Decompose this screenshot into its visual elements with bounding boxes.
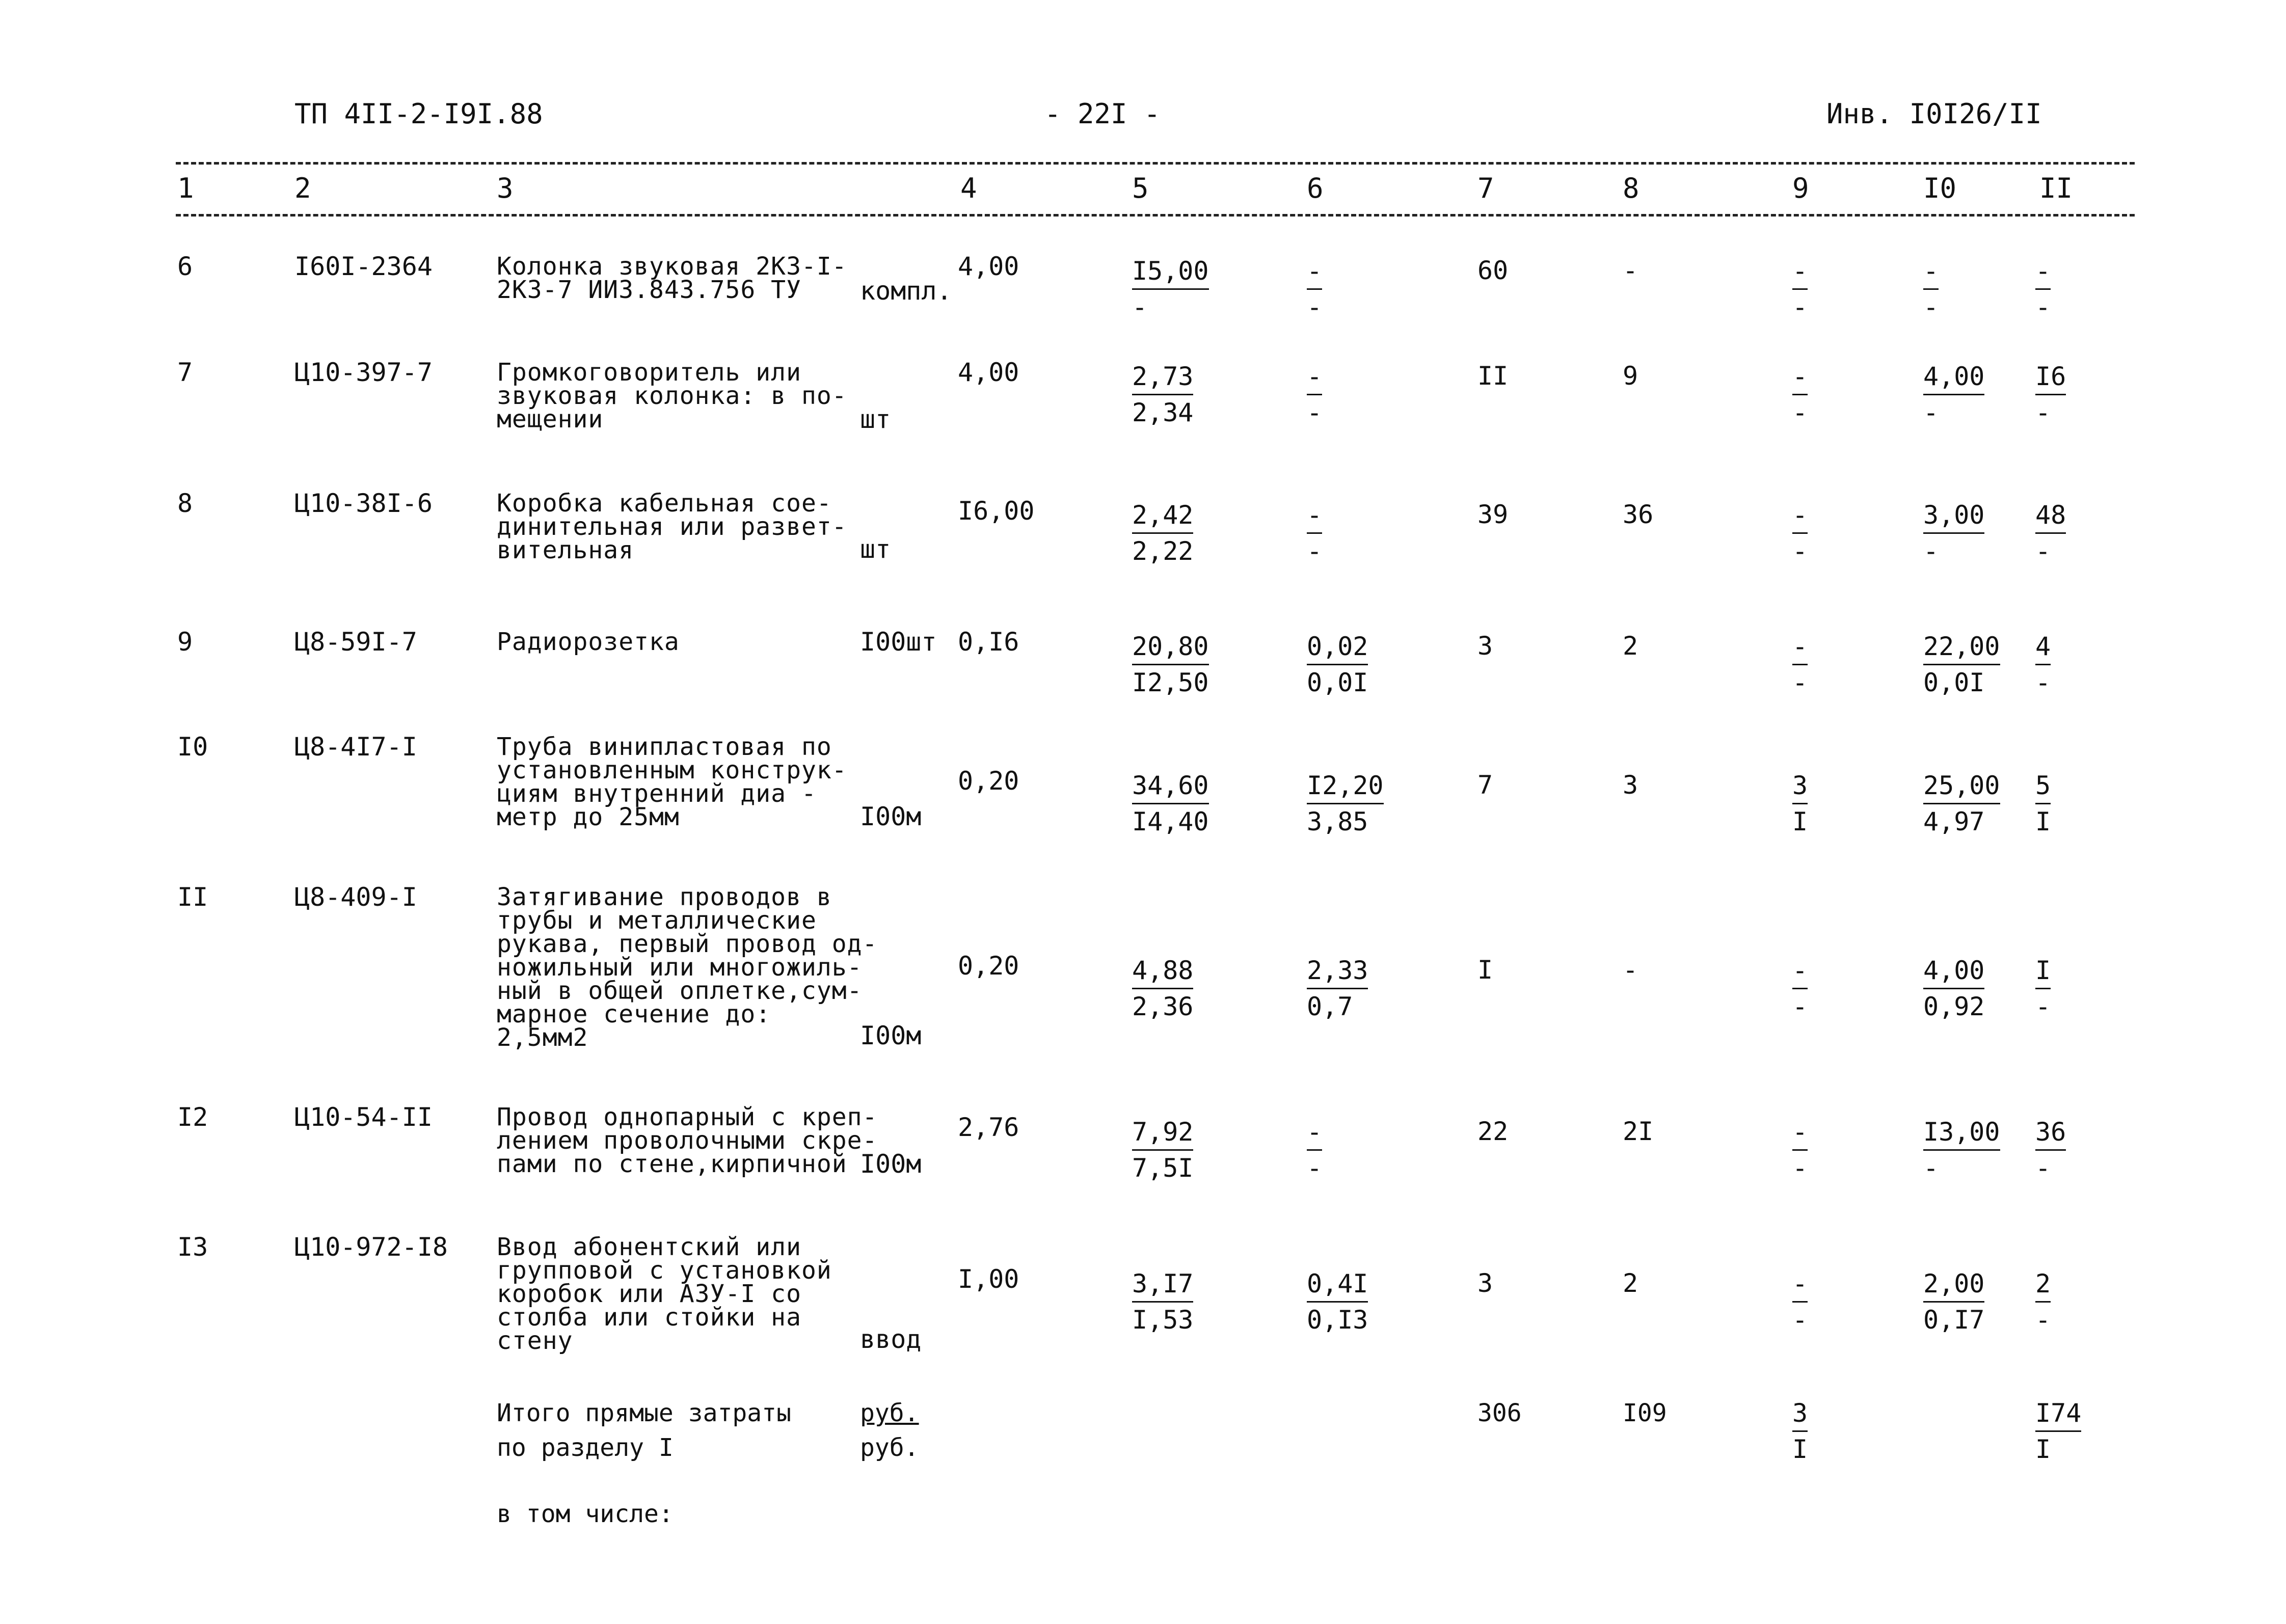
c5-top-value: I5,00	[1132, 254, 1209, 290]
c5-bottom-value: 2,22	[1132, 536, 1194, 566]
col8-value: -	[1623, 256, 1638, 285]
c6-top-value: I2,20	[1307, 768, 1384, 804]
column-header: 8	[1623, 172, 1639, 204]
c5-bottom-value: I2,50	[1132, 668, 1209, 697]
c5-bottom-value: -	[1132, 292, 1148, 322]
c11-top-value: 2	[2035, 1266, 2051, 1303]
c9-bottom-value: -	[1792, 398, 1808, 427]
c11-top-value: I	[2035, 953, 2051, 989]
column-header: 9	[1792, 172, 1809, 204]
work-description: Колонка звуковая 2КЗ-I- 2КЗ-7 ИИЗ.843.756 ТУ	[497, 252, 847, 304]
col7-value: 60	[1477, 256, 1509, 285]
totals-unit-bottom: руб.	[860, 1433, 919, 1462]
c6-bottom-value: -	[1307, 1153, 1323, 1183]
row-number: 7	[177, 358, 193, 387]
col8-value: 9	[1623, 361, 1638, 391]
c11-bottom-value: -	[2035, 292, 2051, 322]
unit-of-measure: шт	[860, 404, 891, 434]
header-rule-bottom	[176, 214, 2135, 216]
value-fraction-c11	[2035, 629, 2051, 700]
c9-top-value: -	[1792, 359, 1808, 395]
quantity: 0,I6	[958, 627, 1019, 657]
totals-col11	[2035, 1396, 2081, 1467]
c5-top-value: 7,92	[1132, 1115, 1193, 1151]
value-fraction-c10	[1923, 629, 2000, 700]
unit-of-measure: I00м	[860, 1021, 922, 1050]
column-header: 2	[294, 172, 311, 204]
value-fraction-c9	[1792, 254, 1808, 324]
quantity: 2,76	[958, 1113, 1019, 1142]
c6-bottom-value: 3,85	[1307, 807, 1368, 836]
work-description: Провод однопарный с креп- лением проволочными скре- пами по стене,кирпичной	[497, 1103, 878, 1178]
c5-bottom-value: 2,34	[1132, 398, 1194, 427]
c5-top-value: 20,80	[1132, 629, 1209, 665]
c6-top-value: 0,4I	[1307, 1266, 1368, 1303]
c10-top-value: 4,00	[1923, 953, 1984, 989]
c11-bottom-value: -	[2035, 668, 2051, 697]
row-number: 9	[177, 627, 193, 657]
c10-top-value: 25,00	[1923, 768, 2000, 804]
c5-top-value: 3,I7	[1132, 1266, 1193, 1303]
c6-bottom-value: 0,I3	[1307, 1305, 1368, 1335]
c9-top-value: -	[1792, 498, 1808, 534]
c9-top-value: -	[1792, 254, 1808, 290]
inventory-number: Инв. I0I26/II	[1826, 98, 2042, 130]
c10-bottom-value: -	[1923, 398, 1939, 427]
value-fraction-c10	[1923, 953, 1984, 1024]
column-header: 6	[1307, 172, 1324, 204]
value-fraction-c9	[1792, 1266, 1808, 1337]
rate-code: I60I-2364	[294, 252, 433, 281]
quantity: 4,00	[958, 252, 1019, 281]
rate-code: Ц8-409-I	[294, 882, 417, 912]
totals-col9-top: 3	[1792, 1396, 1808, 1432]
c10-bottom-value: 0,0I	[1923, 668, 1985, 697]
col7-value: 3	[1477, 631, 1493, 661]
totals-col9	[1792, 1396, 1808, 1467]
c10-top-value: -	[1923, 254, 1939, 290]
unit-of-measure: шт	[860, 534, 891, 564]
quantity: I6,00	[958, 496, 1035, 526]
c9-bottom-value: I	[1792, 807, 1808, 836]
c10-top-value: 4,00	[1923, 359, 1984, 395]
value-fraction-c10	[1923, 254, 1939, 324]
value-fraction-c5	[1132, 953, 1193, 1024]
value-fraction-c6	[1307, 768, 1384, 839]
c5-bottom-value: 7,5I	[1132, 1153, 1194, 1183]
value-fraction-c10	[1923, 768, 2000, 839]
c6-top-value: -	[1307, 254, 1322, 290]
work-description: Коробка кабельная сое- динительная или развет- вительная	[497, 489, 847, 564]
value-fraction-c6	[1307, 1115, 1322, 1185]
totals-col7: 306	[1477, 1399, 1522, 1427]
value-fraction-c9	[1792, 629, 1808, 700]
unit-of-measure: ввод	[860, 1324, 922, 1354]
value-fraction-c10	[1923, 1115, 2000, 1185]
work-description: Радиорозетка	[497, 628, 680, 656]
totals-col11-top: I74	[2035, 1396, 2081, 1432]
c11-top-value: 36	[2035, 1115, 2066, 1151]
c9-bottom-value: -	[1792, 992, 1808, 1021]
quantity: 0,20	[958, 951, 1019, 981]
totals-col11-bottom: I	[2035, 1434, 2051, 1464]
c10-bottom-value: -	[1923, 1153, 1939, 1183]
column-header: II	[2039, 172, 2073, 204]
c6-top-value: -	[1307, 359, 1322, 395]
rate-code: Ц10-38I-6	[294, 489, 433, 518]
c6-bottom-value: -	[1307, 398, 1323, 427]
c11-bottom-value: -	[2035, 536, 2051, 566]
value-fraction-c5	[1132, 359, 1193, 430]
unit-of-measure: компл.	[860, 276, 952, 306]
value-fraction-c11	[2035, 254, 2051, 324]
value-fraction-c5	[1132, 1266, 1193, 1337]
c6-top-value: 2,33	[1307, 953, 1368, 989]
c9-top-value: -	[1792, 1266, 1808, 1303]
col7-value: II	[1477, 361, 1509, 391]
c11-top-value: -	[2035, 254, 2051, 290]
col8-value: 3	[1623, 770, 1638, 800]
column-header: 4	[960, 172, 977, 204]
c11-bottom-value: -	[2035, 398, 2051, 427]
c9-top-value: -	[1792, 1115, 1808, 1151]
value-fraction-c11	[2035, 1115, 2066, 1185]
value-fraction-c9	[1792, 768, 1808, 839]
c10-top-value: 2,00	[1923, 1266, 1984, 1303]
c6-bottom-value: 0,7	[1307, 992, 1353, 1021]
value-fraction-c11	[2035, 1266, 2051, 1337]
c11-top-value: 5	[2035, 768, 2051, 804]
value-fraction-c5	[1132, 1115, 1193, 1185]
value-fraction-c5	[1132, 498, 1193, 569]
c9-bottom-value: -	[1792, 1153, 1808, 1183]
c5-top-value: 2,73	[1132, 359, 1193, 395]
c10-bottom-value: 4,97	[1923, 807, 1985, 836]
col7-value: I	[1477, 955, 1493, 985]
page-number: - 22I -	[1044, 98, 1161, 130]
c5-bottom-value: I,53	[1132, 1305, 1194, 1335]
including-label: в том числе:	[497, 1500, 674, 1528]
c11-top-value: I6	[2035, 359, 2066, 395]
c10-bottom-value: 0,I7	[1923, 1305, 1985, 1335]
row-number: 8	[177, 489, 193, 518]
col7-value: 22	[1477, 1117, 1509, 1146]
c5-bottom-value: I4,40	[1132, 807, 1209, 836]
rate-code: Ц10-972-I8	[294, 1232, 448, 1262]
c11-top-value: 48	[2035, 498, 2066, 534]
col8-value: 2	[1623, 1268, 1638, 1298]
value-fraction-c9	[1792, 498, 1808, 569]
unit-of-measure: I00м	[860, 1149, 922, 1179]
totals-col9-bottom: I	[1792, 1434, 1808, 1464]
totals-col8: I09	[1623, 1399, 1667, 1427]
col7-value: 7	[1477, 770, 1493, 800]
header-rule-top	[176, 162, 2135, 165]
column-header: 5	[1132, 172, 1149, 204]
column-header: 7	[1477, 172, 1494, 204]
c9-bottom-value: -	[1792, 292, 1808, 322]
value-fraction-c6	[1307, 498, 1322, 569]
value-fraction-c9	[1792, 953, 1808, 1024]
c11-bottom-value: I	[2035, 807, 2051, 836]
c6-top-value: 0,02	[1307, 629, 1368, 665]
c10-bottom-value: -	[1923, 536, 1939, 566]
c5-bottom-value: 2,36	[1132, 992, 1194, 1021]
row-number: I3	[177, 1232, 208, 1262]
document-code: ТП 4II-2-I9I.88	[294, 98, 543, 130]
work-description: Затягивание проводов в трубы и металлические рукава, первый провод од- ножильный или многожиль- ный в общей оплетке,сум- марное сечение до: 2,5мм2	[497, 883, 878, 1052]
value-fraction-c11	[2035, 498, 2066, 569]
col7-value: 3	[1477, 1268, 1493, 1298]
value-fraction-c6	[1307, 953, 1368, 1024]
value-fraction-c10	[1923, 359, 1984, 430]
quantity: 0,20	[958, 766, 1019, 796]
col8-value: 36	[1623, 500, 1654, 529]
c6-bottom-value: 0,0I	[1307, 668, 1368, 697]
value-fraction-c10	[1923, 498, 1984, 569]
row-number: I0	[177, 732, 208, 762]
rate-code: Ц10-397-7	[294, 358, 433, 387]
c11-bottom-value: -	[2035, 1153, 2051, 1183]
c5-top-value: 34,60	[1132, 768, 1209, 804]
totals-label-1: Итого прямые затраты	[497, 1399, 791, 1427]
value-fraction-c10	[1923, 1266, 1984, 1337]
col7-value: 39	[1477, 500, 1509, 529]
c9-bottom-value: -	[1792, 1305, 1808, 1335]
c10-top-value: 3,00	[1923, 498, 1984, 534]
c10-top-value: I3,00	[1923, 1115, 2000, 1151]
value-fraction-c6	[1307, 254, 1322, 324]
quantity: I,00	[958, 1264, 1019, 1294]
c9-bottom-value: -	[1792, 668, 1808, 697]
c11-bottom-value: -	[2035, 1305, 2051, 1335]
row-number: II	[177, 882, 208, 912]
column-header: I0	[1923, 172, 1957, 204]
value-fraction-c5	[1132, 254, 1209, 324]
c9-top-value: -	[1792, 629, 1808, 665]
c11-top-value: 4	[2035, 629, 2051, 665]
quantity: 4,00	[958, 358, 1019, 387]
c10-bottom-value: 0,92	[1923, 992, 1985, 1021]
work-description: Ввод абонентский или групповой с установкой коробок или АЗУ-I со столба или стойки на стену	[497, 1233, 832, 1355]
value-fraction-c9	[1792, 1115, 1808, 1185]
rate-code: Ц8-59I-7	[294, 627, 417, 657]
work-description: Труба винипластовая по установленным конструк- циям внутренний диа - метр до 25мм	[497, 733, 847, 831]
c6-bottom-value: -	[1307, 536, 1323, 566]
work-description: Громкоговоритель или звуковая колонка: в по- мещении	[497, 358, 847, 434]
value-fraction-c11	[2035, 359, 2066, 430]
col8-value: 2I	[1623, 1117, 1654, 1146]
c10-bottom-value: -	[1923, 292, 1939, 322]
col8-value: 2	[1623, 631, 1638, 661]
totals-label-2: по разделу I	[497, 1433, 674, 1462]
c10-top-value: 22,00	[1923, 629, 2000, 665]
unit-of-measure: I00шт	[860, 627, 937, 657]
column-header: 1	[177, 172, 194, 204]
unit-of-measure: I00м	[860, 802, 922, 831]
value-fraction-c5	[1132, 768, 1209, 839]
row-number: 6	[177, 252, 193, 281]
c9-top-value: 3	[1792, 768, 1808, 804]
value-fraction-c11	[2035, 768, 2051, 839]
value-fraction-c6	[1307, 359, 1322, 430]
c6-top-value: -	[1307, 498, 1322, 534]
value-fraction-c11	[2035, 953, 2051, 1024]
c6-top-value: -	[1307, 1115, 1322, 1151]
rate-code: Ц10-54-II	[294, 1102, 433, 1132]
c5-top-value: 4,88	[1132, 953, 1193, 989]
value-fraction-c6	[1307, 629, 1368, 700]
totals-unit-top: руб.	[860, 1399, 919, 1427]
c5-top-value: 2,42	[1132, 498, 1193, 534]
c9-bottom-value: -	[1792, 536, 1808, 566]
c9-top-value: -	[1792, 953, 1808, 989]
c11-bottom-value: -	[2035, 992, 2051, 1021]
row-number: I2	[177, 1102, 208, 1132]
value-fraction-c5	[1132, 629, 1209, 700]
value-fraction-c9	[1792, 359, 1808, 430]
c6-bottom-value: -	[1307, 292, 1323, 322]
rate-code: Ц8-4I7-I	[294, 732, 417, 762]
col8-value: -	[1623, 955, 1638, 985]
value-fraction-c6	[1307, 1266, 1368, 1337]
column-header: 3	[497, 172, 514, 204]
